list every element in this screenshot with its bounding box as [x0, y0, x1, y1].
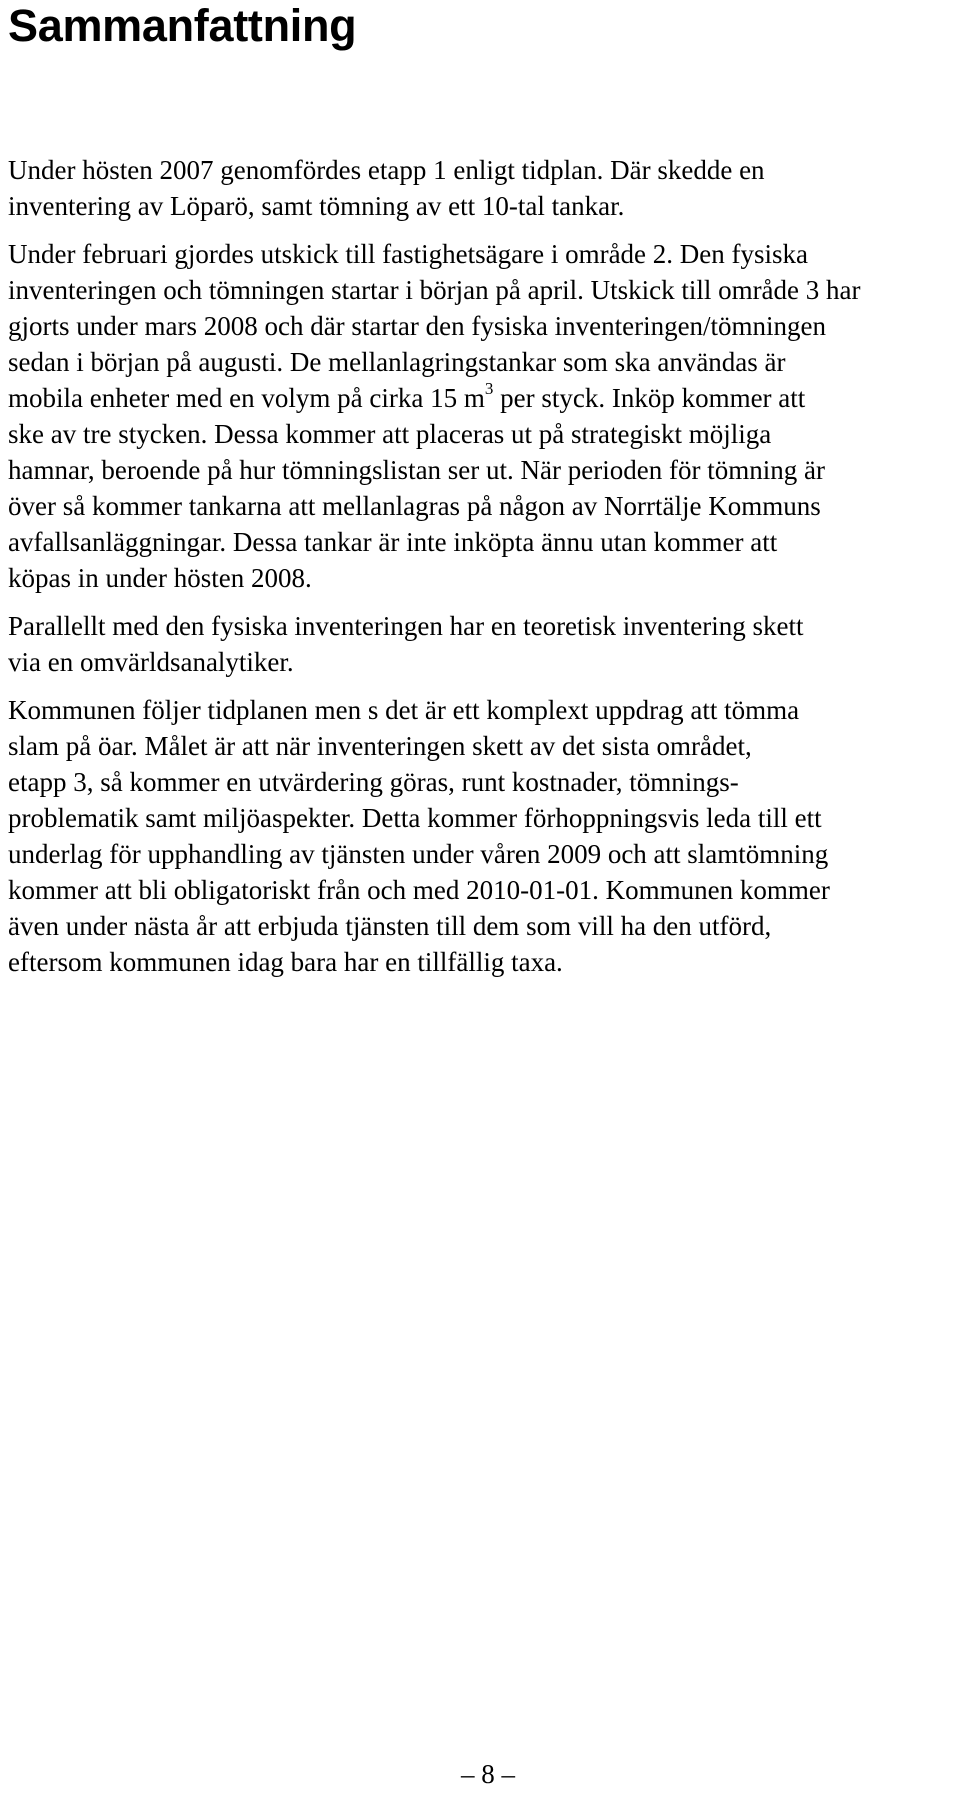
text-line: etapp 3, så kommer en utvärdering göras, runt kostnader, tömnings- [8, 767, 739, 797]
text-line: Under hösten 2007 genomfördes etapp 1 enligt tidplan. Där skedde en [8, 155, 765, 185]
text-line: hamnar, beroende på hur tömningslistan ser ut. När perioden för tömning är [8, 455, 825, 485]
text-segment: mobila enheter med en volym på cirka 15 m [8, 383, 485, 413]
text-line: slam på öar. Målet är att när inventeringen skett av det sista området, [8, 731, 752, 761]
text-line: Under februari gjordes utskick till fastighetsägare i område 2. Den fysiska [8, 239, 809, 269]
text-line: ske av tre stycken. Dessa kommer att placeras ut på strategiskt möjliga [8, 419, 772, 449]
text-line: problematik samt miljöaspekter. Detta kommer förhoppningsvis leda till ett [8, 803, 822, 833]
text-line: eftersom kommunen idag bara har en tillfällig taxa. [8, 947, 563, 977]
text-line: köpas in under hösten 2008. [8, 563, 312, 593]
text-line-with-unit [8, 380, 948, 416]
text-segment: per styck. Inköp kommer att [493, 383, 806, 413]
text-line: avfallsanläggningar. Dessa tankar är inte inköpta ännu utan kommer att [8, 527, 778, 557]
paragraph-4 [8, 692, 948, 980]
text-line: inventering av Löparö, samt tömning av ett 10-tal tankar. [8, 191, 625, 221]
text-line: Kommunen följer tidplanen men s det är ett komplext uppdrag att tömma [8, 695, 800, 725]
unit-superscript: 3 [484, 379, 494, 398]
text-line: sedan i början på augusti. De mellanlagringstankar som ska användas är [8, 347, 786, 377]
paragraph-3 [8, 608, 948, 680]
page-number: – 8 – [461, 1759, 515, 1789]
text-line: över så kommer tankarna att mellanlagras på någon av Norrtälje Kommuns [8, 491, 821, 521]
text-line: kommer att bli obligatoriskt från och med 2010-01-01. Kommunen kommer [8, 875, 830, 905]
text-line: via en omvärldsanalytiker. [8, 647, 294, 677]
text-line: underlag för upphandling av tjänsten under våren 2009 och att slamtömning [8, 839, 829, 869]
text-line: inventeringen och tömningen startar i början på april. Utskick till område 3 har [8, 275, 861, 305]
document-body [8, 152, 948, 1016]
page-title: Sammanfattning [8, 0, 357, 51]
text-line: gjorts under mars 2008 och där startar den fysiska inventeringen/tömningen [8, 311, 827, 341]
text-line: Parallellt med den fysiska inventeringen har en teoretisk inventering skett [8, 611, 804, 641]
paragraph-1 [8, 152, 948, 224]
paragraph-2 [8, 236, 948, 596]
text-line: även under nästa år att erbjuda tjänsten till dem som vill ha den utförd, [8, 911, 772, 941]
